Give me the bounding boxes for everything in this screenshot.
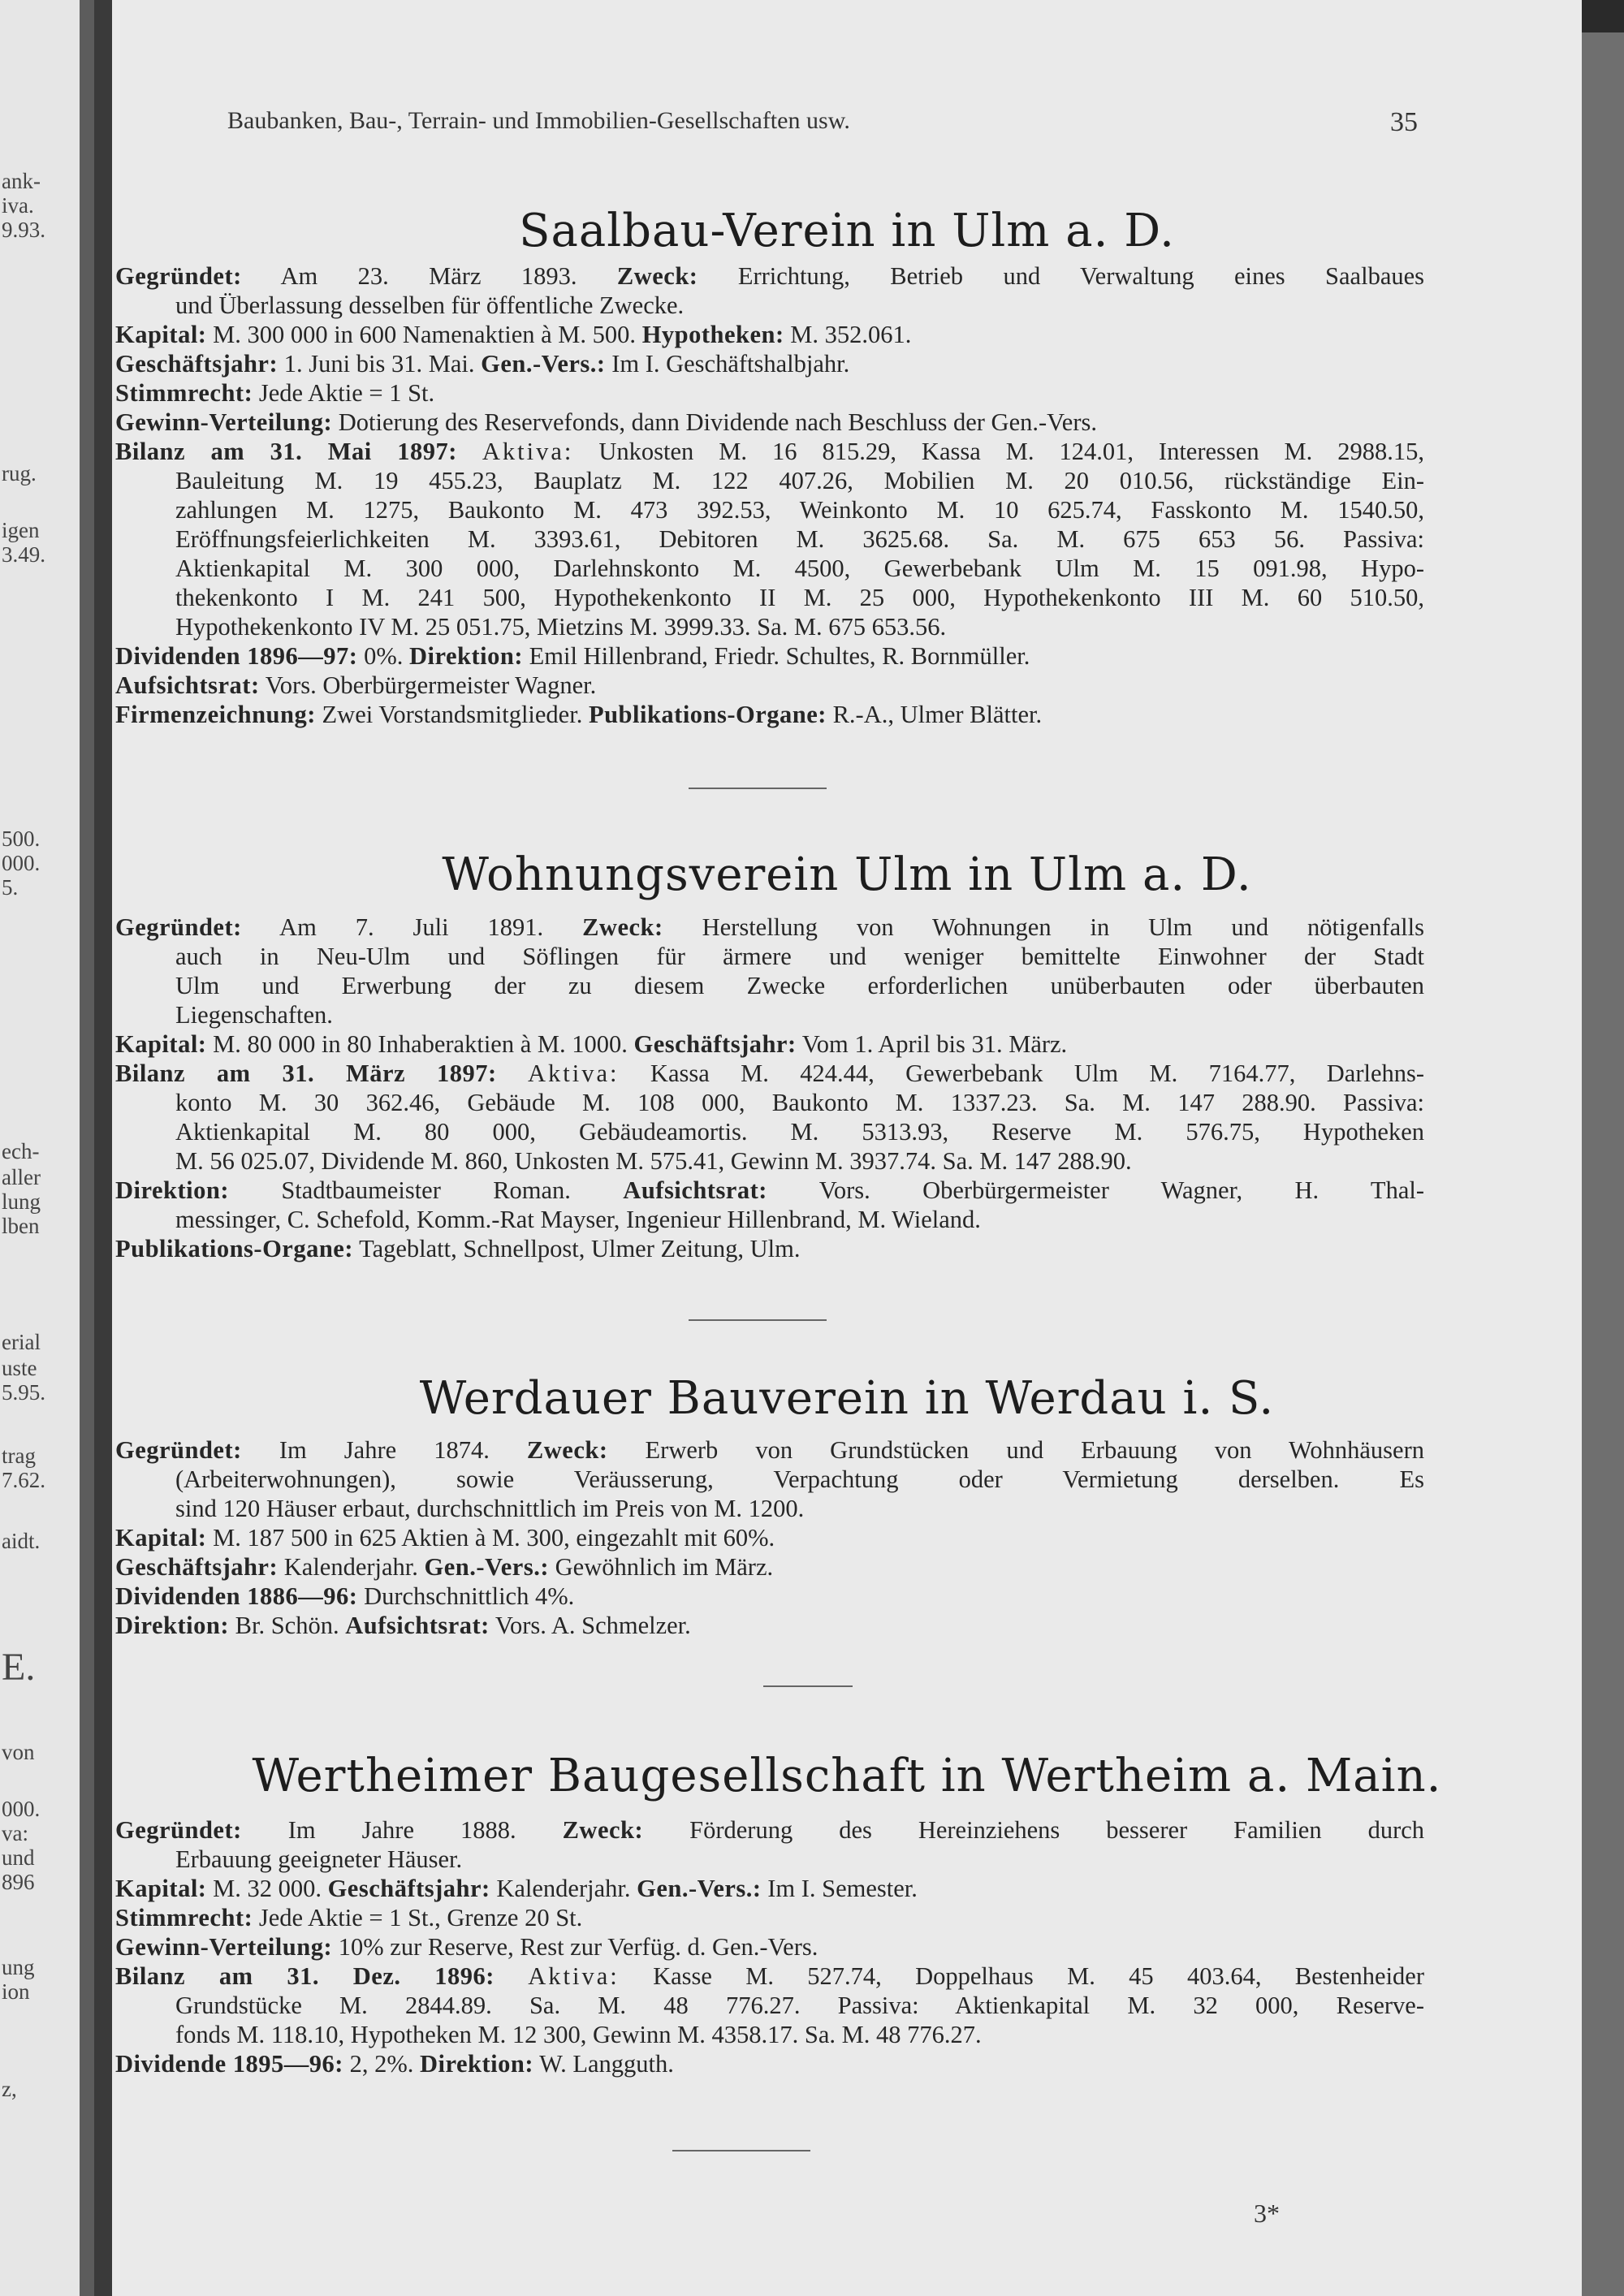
margin-fragment: 5.95.	[2, 1380, 45, 1405]
text-line	[115, 408, 1424, 437]
entry-body	[115, 261, 1424, 729]
entry-body	[115, 1815, 1424, 2078]
margin-fragment: E.	[2, 1646, 36, 1689]
text-line	[115, 1465, 1424, 1494]
field-text: Jede Aktie = 1 St., Grenze 20 St.	[253, 1904, 583, 1931]
margin-fragment: 000.	[2, 851, 41, 875]
field-text: Gewöhnlich im März.	[549, 1553, 774, 1581]
text-line	[115, 971, 1424, 1000]
text-line	[115, 641, 1424, 671]
text-line	[115, 1582, 1424, 1611]
section-divider	[763, 1685, 853, 1687]
field-label: Geschäftsjahr:	[327, 1875, 490, 1902]
entry-title: Wohnungsverein Ulm in Ulm a. D.	[442, 848, 1252, 901]
field-text: Vors. Oberbürgermeister Wagner.	[259, 671, 597, 699]
field-text: auch in Neu-Ulm und Söflingen für ärmere und weniger bemittelte Einwohner der Stadt	[175, 943, 1424, 970]
margin-fragment: 896	[2, 1870, 35, 1894]
margin-fragment: iva.	[2, 193, 34, 218]
margin-fragment: von	[2, 1740, 35, 1764]
field-label: Kapital:	[115, 321, 207, 348]
margin-fragment: 3.49.	[2, 542, 45, 567]
field-label: Gegründet:	[115, 262, 242, 290]
field-text: M. 32 000.	[206, 1875, 328, 1902]
text-line	[115, 1932, 1424, 1962]
field-text: 10% zur Reserve, Rest zur Verfüg. d. Gen.-Vers.	[332, 1933, 818, 1961]
field-text: Br. Schön.	[229, 1612, 346, 1639]
field-text: Am 7. Juli 1891.	[241, 913, 583, 941]
field-text: Im Jahre 1888.	[241, 1816, 563, 1844]
text-line	[115, 1903, 1424, 1932]
margin-fragment: ech-	[2, 1139, 40, 1163]
adjacent-page-margin	[0, 0, 80, 2296]
text-line	[115, 1874, 1424, 1903]
text-line	[115, 1205, 1424, 1234]
text-line	[115, 378, 1424, 408]
text-line	[115, 1962, 1424, 1991]
field-text: M. 80 000 in 80 Inhaberaktien à M. 1000.	[206, 1030, 634, 1058]
entry-title: Saalbau-Verein in Ulm a. D.	[519, 205, 1175, 257]
field-label: Bilanz am 31. Dez. 1896:	[115, 1962, 495, 1990]
field-text	[497, 1060, 528, 1087]
field-text: Tageblatt, Schnellpost, Ulmer Zeitung, Ulm.	[353, 1235, 801, 1262]
margin-fragment: erial	[2, 1330, 41, 1354]
field-label: Gen.-Vers.:	[481, 350, 606, 378]
text-line	[115, 913, 1424, 942]
binding-gutter	[80, 0, 94, 2296]
text-line	[115, 1117, 1424, 1146]
margin-fragment: uste	[2, 1356, 37, 1380]
field-text: Dotierung des Reservefonds, dann Dividende nach Beschluss der Gen.-Vers.	[332, 408, 1097, 436]
field-label: Gegründet:	[115, 1436, 242, 1464]
field-text: (Arbeiterwohnungen), sowie Veräusserung, Verpachtung oder Vermietung derselben. Es	[175, 1465, 1424, 1493]
entry-title: Werdauer Bauverein in Werdau i. S.	[419, 1372, 1275, 1425]
field-text: Im I. Geschäftshalbjahr.	[605, 350, 850, 378]
margin-fragment: z,	[2, 2077, 17, 2101]
field-label: Dividenden 1896—97:	[115, 642, 358, 670]
field-text: 1. Juni bis 31. Mai.	[278, 350, 482, 378]
section-divider	[672, 2150, 810, 2151]
field-text: zahlungen M. 1275, Baukonto M. 473 392.53, Weinkonto M. 10 625.74, Fasskonto M. 1540.50,	[175, 496, 1424, 524]
field-text: Vom 1. April bis 31. März.	[796, 1030, 1068, 1058]
field-text: fonds M. 118.10, Hypotheken M. 12 300, Gewinn M. 4358.17. Sa. M. 48 776.27.	[175, 2021, 982, 2048]
text-line	[115, 671, 1424, 700]
field-label: Publikations-Organe:	[115, 1235, 354, 1262]
field-label: Geschäftsjahr:	[633, 1030, 797, 1058]
text-line	[115, 2020, 1424, 2049]
field-text: Kassa M. 424.44, Gewerbebank Ulm M. 7164.77, Darlehns-	[619, 1060, 1425, 1087]
signature-mark: 3*	[1254, 2199, 1280, 2228]
field-text: Zwei Vorstandsmitglieder.	[315, 701, 589, 728]
field-label: Dividende 1895—96:	[115, 2050, 343, 2078]
field-label: Zweck:	[582, 913, 663, 941]
field-text: thekenkonto I M. 241 500, Hypothekenkonto II M. 25 000, Hypothekenkonto III M. 60 510.50,	[175, 584, 1424, 611]
spaced-label: Aktiva:	[528, 1962, 620, 1990]
field-text: Liegenschaften.	[175, 1001, 333, 1029]
field-text: 0%.	[357, 642, 409, 670]
margin-fragment: 5.	[2, 875, 19, 900]
margin-fragment: ung	[2, 1955, 35, 1979]
field-label: Direktion:	[115, 1612, 229, 1639]
entry-body	[115, 913, 1424, 1263]
field-label: Bilanz am 31. März 1897:	[115, 1060, 497, 1087]
field-text: 2, 2%.	[343, 2050, 421, 2078]
field-label: Direktion:	[408, 642, 523, 670]
field-label: Kapital:	[115, 1030, 207, 1058]
margin-fragment: und	[2, 1845, 35, 1870]
margin-fragment: lben	[2, 1214, 40, 1238]
field-text: Kalenderjahr.	[278, 1553, 425, 1581]
text-line	[115, 1029, 1424, 1059]
field-text: Herstellung von Wohnungen in Ulm und nötigenfalls	[663, 913, 1425, 941]
spaced-label: Aktiva:	[482, 438, 574, 465]
text-line	[115, 1435, 1424, 1465]
text-line	[115, 1991, 1424, 2020]
field-text: und Überlassung desselben für öffentliche Zwecke.	[175, 291, 685, 319]
margin-fragment: ank-	[2, 169, 41, 193]
field-text: Hypothekenkonto IV M. 25 051.75, Mietzins M. 3999.33. Sa. M. 675 653.56.	[175, 613, 947, 641]
field-text: konto M. 30 362.46, Gebäude M. 108 000, Baukonto M. 1337.23. Sa. M. 147 288.90. Passiva:	[175, 1089, 1424, 1116]
field-text: Vors. A. Schmelzer.	[489, 1612, 691, 1639]
field-label: Gen.-Vers.:	[637, 1875, 762, 1902]
field-text	[457, 438, 482, 465]
field-text: W. Langguth.	[533, 2050, 674, 2078]
text-line	[115, 1523, 1424, 1552]
field-text: messinger, C. Schefold, Komm.-Rat Mayser, Ingenieur Hillenbrand, M. Wieland.	[175, 1206, 981, 1233]
text-line	[115, 554, 1424, 583]
margin-fragment: va:	[2, 1821, 28, 1845]
field-label: Publikations-Organe:	[588, 701, 827, 728]
field-text: Kasse M. 527.74, Doppelhaus M. 45 403.64, Bestenheider	[619, 1962, 1424, 1990]
section-divider	[689, 788, 827, 789]
spaced-label: Aktiva:	[528, 1060, 620, 1087]
field-text: Bauleitung M. 19 455.23, Bauplatz M. 122 407.26, Mobilien M. 20 010.56, rückständige Ein-	[175, 467, 1424, 494]
margin-fragment: aidt.	[2, 1529, 41, 1553]
field-text: Förderung des Hereinziehens besserer Familien durch	[643, 1816, 1425, 1844]
field-text: Kalenderjahr.	[490, 1875, 637, 1902]
field-text: M. 187 500 in 625 Aktien à M. 300, eingezahlt mit 60%.	[206, 1524, 775, 1552]
text-line	[115, 1611, 1424, 1640]
field-text: Im I. Semester.	[761, 1875, 918, 1902]
field-text: Grundstücke M. 2844.89. Sa. M. 48 776.27. Passiva: Aktienkapital M. 32 000, Reserve-	[175, 1992, 1424, 2019]
text-line	[115, 291, 1424, 320]
field-label: Geschäftsjahr:	[115, 350, 279, 378]
text-line	[115, 583, 1424, 612]
field-label: Gegründet:	[115, 1816, 242, 1844]
running-header: Baubanken, Bau-, Terrain- und Immobilien-Gesellschaften usw.	[227, 107, 850, 134]
field-text: Im Jahre 1874.	[241, 1436, 527, 1464]
margin-fragment: trag	[2, 1444, 36, 1468]
field-text: Erwerb von Grundstücken und Erbauung von Wohnhäusern	[607, 1436, 1424, 1464]
field-label: Aufsichtsrat:	[623, 1176, 767, 1204]
text-line	[115, 2049, 1424, 2078]
margin-fragment: igen	[2, 518, 40, 542]
field-label: Firmenzeichnung:	[115, 701, 316, 728]
field-text: Stadtbaumeister Roman.	[229, 1176, 624, 1204]
field-label: Geschäftsjahr:	[115, 1553, 279, 1581]
text-line	[115, 437, 1424, 466]
field-text: Durchschnittlich 4%.	[357, 1582, 575, 1610]
margin-fragment: 7.62.	[2, 1468, 45, 1492]
field-label: Stimmrecht:	[115, 1904, 253, 1931]
text-line	[115, 1234, 1424, 1263]
text-line	[115, 612, 1424, 641]
text-line	[115, 1146, 1424, 1176]
text-line	[115, 700, 1424, 729]
margin-fragment: lung	[2, 1189, 41, 1214]
field-label: Zweck:	[562, 1816, 644, 1844]
field-text: Ulm und Erwerbung der zu diesem Zwecke erforderlichen unüberbauten oder überbauten	[175, 972, 1424, 999]
page-edge	[1582, 0, 1624, 2296]
text-line	[115, 261, 1424, 291]
field-label: Gegründet:	[115, 913, 242, 941]
field-text: Emil Hillenbrand, Friedr. Schultes, R. Bornmüller.	[522, 642, 1030, 670]
field-label: Gen.-Vers.:	[424, 1553, 549, 1581]
field-label: Bilanz am 31. Mai 1897:	[115, 438, 457, 465]
field-label: Direktion:	[115, 1176, 229, 1204]
field-text: Aktienkapital M. 80 000, Gebäudeamortis. M. 5313.93, Reserve M. 576.75, Hypotheken	[175, 1118, 1424, 1146]
text-line	[115, 1815, 1424, 1845]
margin-fragment: aller	[2, 1165, 41, 1189]
entry-title: Wertheimer Baugesellschaft in Wertheim a. Main.	[252, 1750, 1442, 1802]
field-label: Zweck:	[526, 1436, 608, 1464]
margin-fragment: rug.	[2, 461, 37, 486]
text-line	[115, 1845, 1424, 1874]
entry-body	[115, 1435, 1424, 1640]
field-text: sind 120 Häuser erbaut, durchschnittlich im Preis von M. 1200.	[175, 1495, 805, 1522]
field-text: Jede Aktie = 1 St.	[253, 379, 435, 407]
field-label: Gewinn-Verteilung:	[115, 408, 333, 436]
field-text: M. 352.061.	[784, 321, 912, 348]
page-corner	[1582, 0, 1624, 32]
text-line	[115, 1176, 1424, 1205]
field-text: Unkosten M. 16 815.29, Kassa M. 124.01, Interessen M. 2988.15,	[573, 438, 1425, 465]
field-text: Aktienkapital M. 300 000, Darlehnskonto M. 4500, Gewerbebank Ulm M. 15 091.98, Hypo-	[175, 555, 1424, 582]
field-text: R.-A., Ulmer Blätter.	[826, 701, 1043, 728]
field-text: Am 23. März 1893.	[241, 262, 617, 290]
margin-fragment: 500.	[2, 826, 41, 851]
text-line	[115, 349, 1424, 378]
field-label: Gewinn-Verteilung:	[115, 1933, 333, 1961]
field-label: Aufsichtsrat:	[345, 1612, 490, 1639]
field-label: Kapital:	[115, 1875, 207, 1902]
field-text: Erbauung geeigneter Häuser.	[175, 1845, 463, 1873]
text-line	[115, 1000, 1424, 1029]
field-label: Zweck:	[616, 262, 698, 290]
field-text: M. 56 025.07, Dividende M. 860, Unkosten M. 575.41, Gewinn M. 3937.74. Sa. M. 147 288.90.	[175, 1147, 1132, 1175]
field-label: Direktion:	[420, 2050, 534, 2078]
field-text	[495, 1962, 528, 1990]
text-line	[115, 320, 1424, 349]
field-label: Dividenden 1886—96:	[115, 1582, 358, 1610]
binding-shadow	[94, 0, 112, 2296]
field-text: Vors. Oberbürgermeister Wagner, H. Thal-	[767, 1176, 1424, 1204]
text-line	[115, 1088, 1424, 1117]
section-divider	[689, 1319, 827, 1321]
field-text: Errichtung, Betrieb und Verwaltung eines Saalbaues	[698, 262, 1425, 290]
page-number: 35	[1390, 107, 1418, 137]
margin-fragment: ion	[2, 1979, 30, 2004]
text-line	[115, 495, 1424, 524]
text-line	[115, 1494, 1424, 1523]
text-line	[115, 1059, 1424, 1088]
text-line	[115, 466, 1424, 495]
field-label: Stimmrecht:	[115, 379, 253, 407]
text-line	[115, 942, 1424, 971]
field-label: Hypotheken:	[641, 321, 784, 348]
margin-fragment: 9.93.	[2, 218, 45, 242]
text-line	[115, 524, 1424, 554]
margin-fragment: 000.	[2, 1797, 41, 1821]
field-text: M. 300 000 in 600 Namenaktien à M. 500.	[206, 321, 642, 348]
text-line	[115, 1552, 1424, 1582]
field-text: Eröffnungsfeierlichkeiten M. 3393.61, Debitoren M. 3625.68. Sa. M. 675 653 56. Passiva:	[175, 525, 1424, 553]
field-label: Aufsichtsrat:	[115, 671, 260, 699]
field-label: Kapital:	[115, 1524, 207, 1552]
